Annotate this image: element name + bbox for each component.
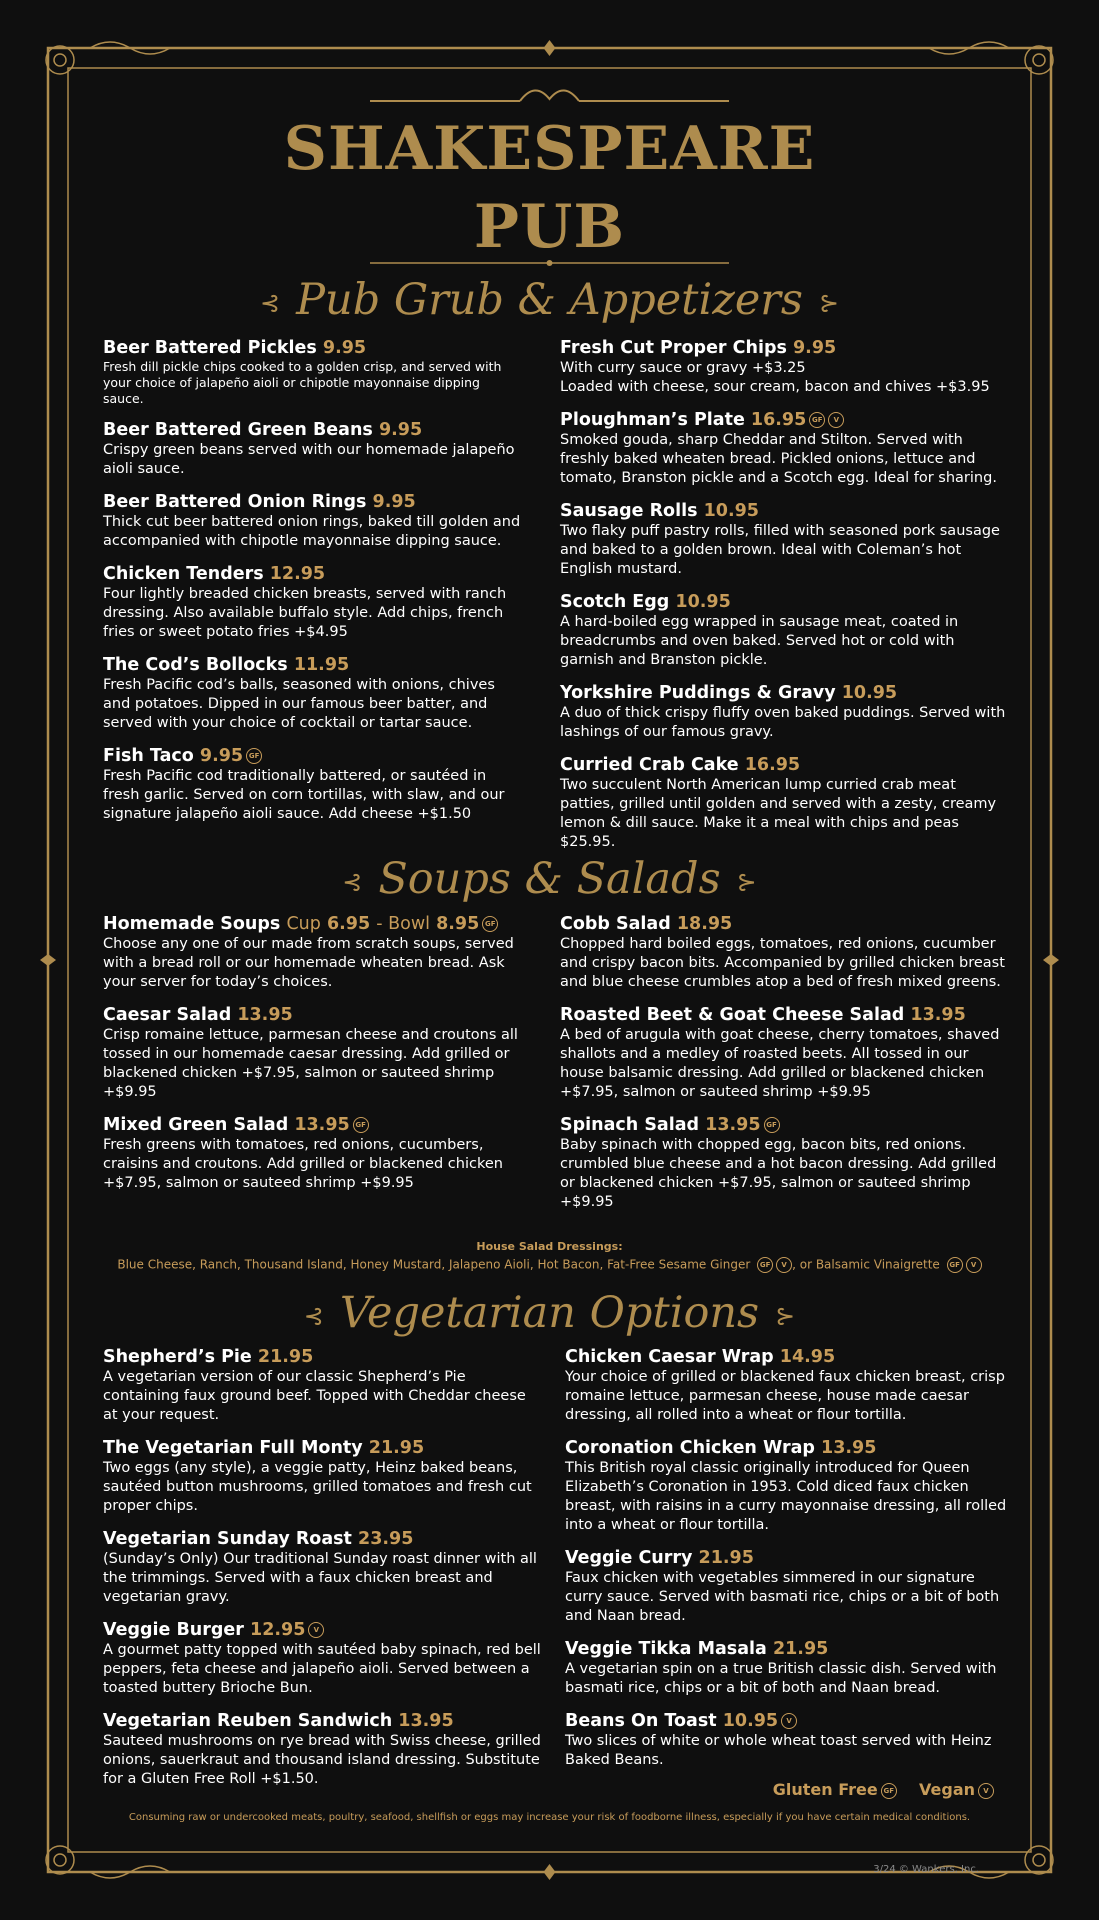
vegan-icon: V xyxy=(966,1257,982,1273)
item-name: Beer Battered Onion Rings xyxy=(103,492,367,512)
dressings-list-text: Blue Cheese, Ranch, Thousand Island, Honey Mustard, Jalapeno Aioli, Hot Bacon, Fat-Free Sesame Ginger xyxy=(117,1257,751,1272)
menu-item xyxy=(103,1710,543,1789)
gluten-free-icon: GF xyxy=(764,1117,780,1133)
item-price: 21.95 xyxy=(257,1347,314,1367)
item-price: 9.95 xyxy=(378,420,423,440)
item-price: 10.95 xyxy=(703,501,759,521)
menu-item xyxy=(560,409,1010,488)
dietary-legend xyxy=(773,1780,994,1799)
item-price: 9.95 xyxy=(199,746,244,766)
section-title-text: Pub Grub & Appetizers xyxy=(296,275,803,325)
item-name: Sausage Rolls xyxy=(560,501,698,521)
gluten-free-icon: GF xyxy=(482,916,498,932)
item-description: Smoked gouda, sharp Cheddar and Stilton. Served with freshly baked wheaten bread. Pickled onions, lettuce and tomato, Branston pickle and a Scotch egg. Ideal for sharing. xyxy=(560,432,997,486)
menu-item xyxy=(103,1004,523,1102)
item-name: Vegetarian Sunday Roast xyxy=(103,1529,352,1549)
soups-left-column xyxy=(103,913,523,1205)
vegan-icon: V xyxy=(308,1622,324,1638)
dressings-or-text: , or Balsamic Vinaigrette xyxy=(792,1257,940,1272)
item-price: 12.95 xyxy=(250,1620,306,1640)
menu-item xyxy=(565,1437,1010,1535)
item-price: 13.95 xyxy=(237,1005,293,1025)
gluten-free-icon: GF xyxy=(353,1117,369,1133)
item-price: 11.95 xyxy=(293,655,350,675)
item-description: Two slices of white or whole wheat toast served with Heinz Baked Beans. xyxy=(565,1733,992,1768)
dressings-title: House Salad Dressings: xyxy=(476,1240,623,1253)
ornament-icon: ⊰ xyxy=(259,289,281,317)
vegan-icon: V xyxy=(776,1257,792,1273)
item-name: The Vegetarian Full Monty xyxy=(103,1438,363,1458)
item-name: Shepherd’s Pie xyxy=(103,1347,252,1367)
gluten-free-icon: GF xyxy=(246,748,262,764)
vegetarian-left-column xyxy=(103,1346,543,1801)
menu-item xyxy=(560,591,1010,670)
menu-item xyxy=(103,1114,523,1193)
restaurant-title-line2: PUB xyxy=(473,192,626,262)
legend-gluten-free-label: Gluten Free xyxy=(772,1780,878,1799)
restaurant-title-line1: SHAKESPEARE xyxy=(283,114,816,184)
vegetarian-right-column xyxy=(565,1346,1010,1782)
dressings-list xyxy=(0,1257,1099,1273)
item-size-cup: Cup xyxy=(286,914,321,934)
item-name: Curried Crab Cake xyxy=(560,755,739,775)
item-name: Roasted Beet & Goat Cheese Salad xyxy=(560,1005,905,1025)
item-price: 10.95 xyxy=(722,1711,779,1731)
item-name: Cobb Salad xyxy=(560,914,671,934)
menu-item xyxy=(560,913,1010,992)
section-title-soups xyxy=(0,853,1099,908)
item-price: 6.95 xyxy=(326,914,371,934)
item-name: Beans On Toast xyxy=(565,1711,717,1731)
legend-vegan-label: Vegan xyxy=(919,1780,975,1799)
gluten-free-icon: GF xyxy=(809,412,825,428)
menu-item xyxy=(103,745,523,824)
appetizers-right-column xyxy=(560,337,1010,864)
menu-item xyxy=(103,1346,543,1425)
item-price: 10.95 xyxy=(675,592,731,612)
item-price: 13.95 xyxy=(294,1115,350,1135)
item-description: Fresh Pacific cod’s balls, seasoned with onions, chives and potatoes. Dipped in our famous beer batter, and served with your choice of cocktail or tartar sauce. xyxy=(103,677,495,731)
item-description: Your choice of grilled or blackened faux chicken breast, crisp romaine lettuce, parmesan cheese, house made caesar dressing, all rolled into a wheat or flour tortilla. xyxy=(565,1369,1005,1423)
item-price: 14.95 xyxy=(779,1347,836,1367)
item-description: A vegetarian version of our classic Shepherd’s Pie containing faux ground beef. Topped with Cheddar cheese at your request. xyxy=(103,1369,526,1423)
item-description: Two eggs (any style), a veggie patty, Heinz baked beans, sautéed button mushrooms, grilled tomatoes and fresh cut proper chips. xyxy=(103,1460,532,1514)
item-price: 16.95 xyxy=(750,410,807,430)
soups-right-column xyxy=(560,913,1010,1224)
vegan-icon: V xyxy=(828,412,844,428)
item-description: Fresh dill pickle chips cooked to a golden crisp, and served with your choice of jalapeño aioli or chipotle mayonnaise dipping sauce. xyxy=(103,359,502,406)
menu-item xyxy=(565,1346,1010,1425)
item-price: 9.95 xyxy=(372,492,416,512)
menu-item xyxy=(103,1437,543,1516)
ornament-icon: ⊰ xyxy=(342,868,363,896)
appetizers-left-column xyxy=(103,337,523,836)
item-price: 9.95 xyxy=(322,338,367,358)
food-safety-disclaimer: Consuming raw or undercooked meats, poultry, seafood, shellfish or eggs may increase your risk of foodborne illness, especially if you have certain medical conditions. xyxy=(128,1812,971,1823)
item-price: 23.95 xyxy=(358,1529,414,1549)
item-description: Fresh Pacific cod traditionally battered, or sautéed in fresh garlic. Served on corn tortillas, with slaw, and our signature jalapeño aioli sauce. Add cheese +$1.50 xyxy=(103,768,505,822)
item-name: Chicken Tenders xyxy=(103,564,264,584)
vegan-icon: V xyxy=(781,1713,797,1729)
item-description: Four lightly breaded chicken breasts, served with ranch dressing. Also available buffalo style. Add chips, french fries or sweet potato fries +$4.95 xyxy=(103,586,507,640)
item-name: Scotch Egg xyxy=(560,592,670,612)
item-description: Fresh greens with tomatoes, red onions, cucumbers, craisins and croutons. Add grilled or blackened chicken +$7.95, salmon or sauteed shrimp +$9.95 xyxy=(103,1137,503,1191)
menu-item xyxy=(103,913,523,992)
item-description: Two flaky puff pastry rolls, filled with seasoned pork sausage and baked to a golden brown. Ideal with Coleman’s hot English mustard. xyxy=(560,523,1000,577)
item-name: Beer Battered Pickles xyxy=(103,338,317,358)
item-name: Vegetarian Reuben Sandwich xyxy=(103,1711,393,1731)
item-name: Yorkshire Puddings & Gravy xyxy=(560,683,836,703)
item-size-bowl: - Bowl xyxy=(376,914,430,934)
menu-item xyxy=(103,563,523,642)
item-description: A gourmet patty topped with sautéed baby spinach, red bell peppers, feta cheese and jalapeño aioli. Served between a toasted buttery Brioche Bun. xyxy=(103,1642,541,1696)
item-price: 13.95 xyxy=(910,1005,966,1025)
menu-item xyxy=(103,654,523,733)
item-description: This British royal classic originally introduced for Queen Elizabeth’s Coronation in 1953. Cold diced faux chicken breast, with raisins in a curry mayonnaise dressing, all rolled into a wheat or flour tortilla. xyxy=(565,1460,1007,1533)
ornament-icon: ⊱ xyxy=(736,868,757,896)
menu-item xyxy=(560,754,1010,852)
section-title-vegetarian xyxy=(0,1287,1099,1342)
item-description: (Sunday’s Only) Our traditional Sunday roast dinner with all the trimmings. Served with a faux chicken breast and vegetarian gravy. xyxy=(103,1551,537,1605)
item-description: Choose any one of our made from scratch soups, served with a bread roll or our homemade wheaten bread. Ask your server for today’s choices. xyxy=(103,936,514,990)
item-description: Baby spinach with chopped egg, bacon bits, red onions. crumbled blue cheese and a hot bacon dressing. Add grilled or blackened chicken +$7.95, salmon or sauteed shrimp +$9.95 xyxy=(560,1137,997,1210)
item-description: Crispy green beans served with our homemade jalapeño aioli sauce. xyxy=(103,442,515,477)
menu-item xyxy=(560,337,1010,397)
section-title-appetizers xyxy=(0,274,1099,329)
item-price: 16.95 xyxy=(744,755,801,775)
ornament-icon: ⊱ xyxy=(818,289,840,317)
section-title-text: Soups & Salads xyxy=(378,854,721,904)
vegan-icon: V xyxy=(978,1783,994,1799)
item-description: Two succulent North American lump curried crab meat patties, grilled until golden and served with a zesty, creamy lemon & dill sauce. Make it a meal with chips and peas $25.95. xyxy=(560,777,997,850)
menu-item xyxy=(103,1619,543,1698)
item-description: With curry sauce or gravy +$3.25 xyxy=(560,360,806,376)
item-description: Thick cut beer battered onion rings, baked till golden and accompanied with chipotle mayonnaise dipping sauce. xyxy=(103,514,521,549)
item-price: 13.95 xyxy=(821,1438,877,1458)
item-price: 21.95 xyxy=(368,1438,425,1458)
ornament-icon: ⊱ xyxy=(775,1302,796,1330)
item-name: Caesar Salad xyxy=(103,1005,232,1025)
item-price: 21.95 xyxy=(698,1548,754,1568)
item-name: Homemade Soups xyxy=(103,914,281,934)
item-name: Veggie Burger xyxy=(103,1620,244,1640)
item-price: 18.95 xyxy=(676,914,733,934)
ornament-icon: ⊰ xyxy=(303,1302,324,1330)
item-name: Veggie Curry xyxy=(565,1548,693,1568)
item-description: A bed of arugula with goat cheese, cherry tomatoes, shaved shallots and a medley of roasted beets. All tossed in our house balsamic dressing. Add grilled or blackened chicken +$7.95, salmon or sauteed shrimp +$9.95 xyxy=(560,1027,1000,1100)
menu-item xyxy=(560,682,1010,742)
item-name: Mixed Green Salad xyxy=(103,1115,289,1135)
menu-item xyxy=(560,1114,1010,1212)
item-name: Fresh Cut Proper Chips xyxy=(560,338,787,358)
item-name: Beer Battered Green Beans xyxy=(103,420,373,440)
item-name: The Cod’s Bollocks xyxy=(103,655,288,675)
menu-item xyxy=(560,1004,1010,1102)
menu-item xyxy=(565,1638,1010,1698)
menu-item xyxy=(565,1547,1010,1626)
item-name: Chicken Caesar Wrap xyxy=(565,1347,774,1367)
menu-item xyxy=(103,419,523,479)
menu-item xyxy=(103,1528,543,1607)
item-price: 10.95 xyxy=(841,683,898,703)
item-description: A hard-boiled egg wrapped in sausage meat, coated in breadcrumbs and oven baked. Served hot or cold with garnish and Branston pickle. xyxy=(560,614,959,668)
item-price: 13.95 xyxy=(705,1115,761,1135)
item-description: A vegetarian spin on a true British classic dish. Served with basmati rice, chips or a bit of both and Naan bread. xyxy=(565,1661,997,1696)
item-price: 12.95 xyxy=(269,564,326,584)
item-price-2: 8.95 xyxy=(436,914,480,934)
item-name: Coronation Chicken Wrap xyxy=(565,1438,815,1458)
item-price: 13.95 xyxy=(398,1711,454,1731)
item-price: 21.95 xyxy=(772,1639,829,1659)
item-description: Sauteed mushrooms on rye bread with Swiss cheese, grilled onions, sauerkraut and thousand island dressing. Substitute for a Gluten Free Roll +$1.50. xyxy=(103,1733,541,1787)
item-description-extra: Loaded with cheese, sour cream, bacon and chives +$3.95 xyxy=(560,379,990,395)
menu-item xyxy=(565,1710,1010,1770)
copyright: 3/24 © Wankers, Inc. xyxy=(873,1864,979,1875)
gluten-free-icon: GF xyxy=(757,1257,773,1273)
item-description: A duo of thick crispy fluffy oven baked puddings. Served with lashings of our famous gravy. xyxy=(560,705,1006,740)
item-description: Crisp romaine lettuce, parmesan cheese and croutons all tossed in our homemade caesar dressing. Add grilled or blackened chicken +$7.95, salmon or sauteed shrimp +$9.95 xyxy=(103,1027,518,1100)
gluten-free-icon: GF xyxy=(881,1783,897,1799)
item-name: Ploughman’s Plate xyxy=(560,410,745,430)
menu-item xyxy=(103,491,523,551)
item-price: 9.95 xyxy=(793,338,837,358)
item-name: Fish Taco xyxy=(103,746,194,766)
item-name: Spinach Salad xyxy=(560,1115,700,1135)
item-description: Faux chicken with vegetables simmered in our signature curry sauce. Served with basmati rice, chips or a bit of both and Naan bread. xyxy=(565,1570,1000,1624)
gluten-free-icon: GF xyxy=(947,1257,963,1273)
menu-item xyxy=(103,337,523,407)
item-name: Veggie Tikka Masala xyxy=(565,1639,767,1659)
menu-item xyxy=(560,500,1010,579)
section-title-text: Vegetarian Options xyxy=(339,1288,760,1338)
item-description: Chopped hard boiled eggs, tomatoes, red onions, cucumber and crispy bacon bits. Accompanied by grilled chicken breast and blue cheese crumbles atop a bed of fresh mixed greens. xyxy=(560,936,1005,990)
